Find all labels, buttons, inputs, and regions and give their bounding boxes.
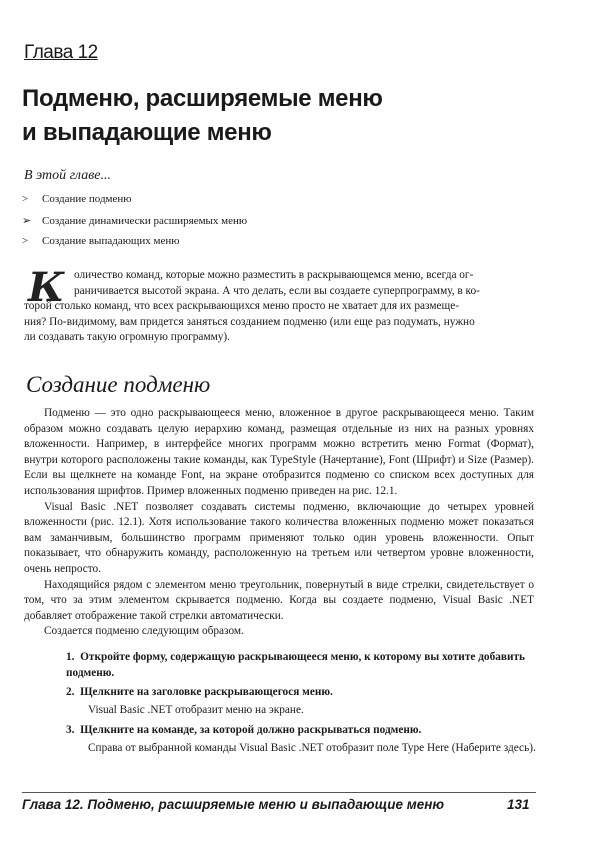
intro-line: торой столько команд, что всех раскрывающихся меню просто не хватает для их размеще- xyxy=(24,300,460,313)
page-number: 131 xyxy=(507,797,530,812)
chapter-label: Глава 12 xyxy=(24,42,98,63)
step-text: Откройте форму, содержащую раскрывающееся меню, к которому вы хотите добавить подменю. xyxy=(66,651,525,679)
step-number: 2. xyxy=(66,686,75,698)
page-title-line-2: и выпадающие меню xyxy=(22,119,272,146)
body-paragraph: Находящийся рядом с элементом меню треугольник, повернутый в виде стрелки, свидетельствует о том, что за этим элементом скрывается подменю. Когда вы создаете подменю, Visual Basic .NET добавляет отображение такой стрелки автоматически. xyxy=(24,578,534,622)
page-title-line-1: Подменю, расширяемые меню xyxy=(22,85,383,112)
intro-line: раничивается высотой экрана. А что делать, если вы создаете суперпрограмму, в ко- xyxy=(74,284,480,297)
toc-item xyxy=(22,193,131,205)
step-text: Щелкните на команде, за которой должно раскрываться подменю. xyxy=(80,724,422,736)
step-result: Visual Basic .NET отобразит меню на экране. xyxy=(88,704,304,716)
step-item xyxy=(66,685,536,701)
step-result: Справа от выбранной команды Visual Basic .NET отобразит поле Type Here (Наберите здесь). xyxy=(88,742,536,754)
toc-text: Создание выпадающих меню xyxy=(42,235,180,247)
step-item xyxy=(66,723,536,739)
section-heading: Создание подменю xyxy=(26,372,211,397)
bullet-marker: ➢ xyxy=(22,215,32,227)
toc-item xyxy=(22,214,247,227)
footer-divider xyxy=(22,792,536,793)
intro-line: ния? По-видимому, вам придется заняться созданием подменю (или еще раз подумать, нужно xyxy=(24,315,475,328)
page-title xyxy=(22,82,383,150)
step-number: 1. xyxy=(66,651,75,663)
bullet-marker: > xyxy=(22,193,29,205)
step-text: Щелкните на заголовке раскрывающегося меню. xyxy=(80,686,333,698)
body-paragraph: Visual Basic .NET позволяет создавать системы подменю, включающие до четырех уровней вложенности (рис. 12.1). Хотя использование такого количества вложенных подменю может показаться вам заманчивым, большинство программ применяют только один уровень вложенности. Опыт показывает, что обнаружить команду, расположенную на третьем или четвертом уровне вложенности, очень непросто. xyxy=(24,500,534,575)
in-this-chapter-heading: В этой главе... xyxy=(24,168,111,183)
section-body xyxy=(24,406,534,640)
body-paragraph: Подменю — это одно раскрывающееся меню, вложенное в другое раскрывающееся меню. Таким образом можно создавать целую иерархию команд, размещая отдельные из них на разных уровнях вложенности. Например, в интерфейсе многих программ можно встретить меню Format (Формат), внутри которого расположены такие команды, как TypeStyle (Начертание), Font (Шрифт) и Size (Размер). Если вы щелкнете на команде Font, на экране отобразится подменю со списком всех доступных для использования шрифтов. Пример вложенных подменю приведен на рис. 12.1. xyxy=(24,407,534,497)
bullet-marker: > xyxy=(22,235,29,247)
toc-text: Создание динамически расширяемых меню xyxy=(42,215,248,227)
intro-paragraph xyxy=(24,268,534,346)
intro-line: ли создавать такую огромную программу). xyxy=(24,331,230,344)
step-item xyxy=(66,650,536,681)
toc-item xyxy=(22,235,179,247)
body-paragraph: Создается подменю следующим образом. xyxy=(44,625,244,638)
svg-text:К: К xyxy=(28,268,65,306)
toc-text: Создание подменю xyxy=(42,193,132,205)
step-number: 3. xyxy=(66,724,75,736)
footer-chapter-title: Глава 12. Подменю, расширяемые меню и выпадающие меню xyxy=(22,797,445,812)
intro-line: оличество команд, которые можно разместить в раскрывающемся меню, всегда ог- xyxy=(74,269,474,281)
